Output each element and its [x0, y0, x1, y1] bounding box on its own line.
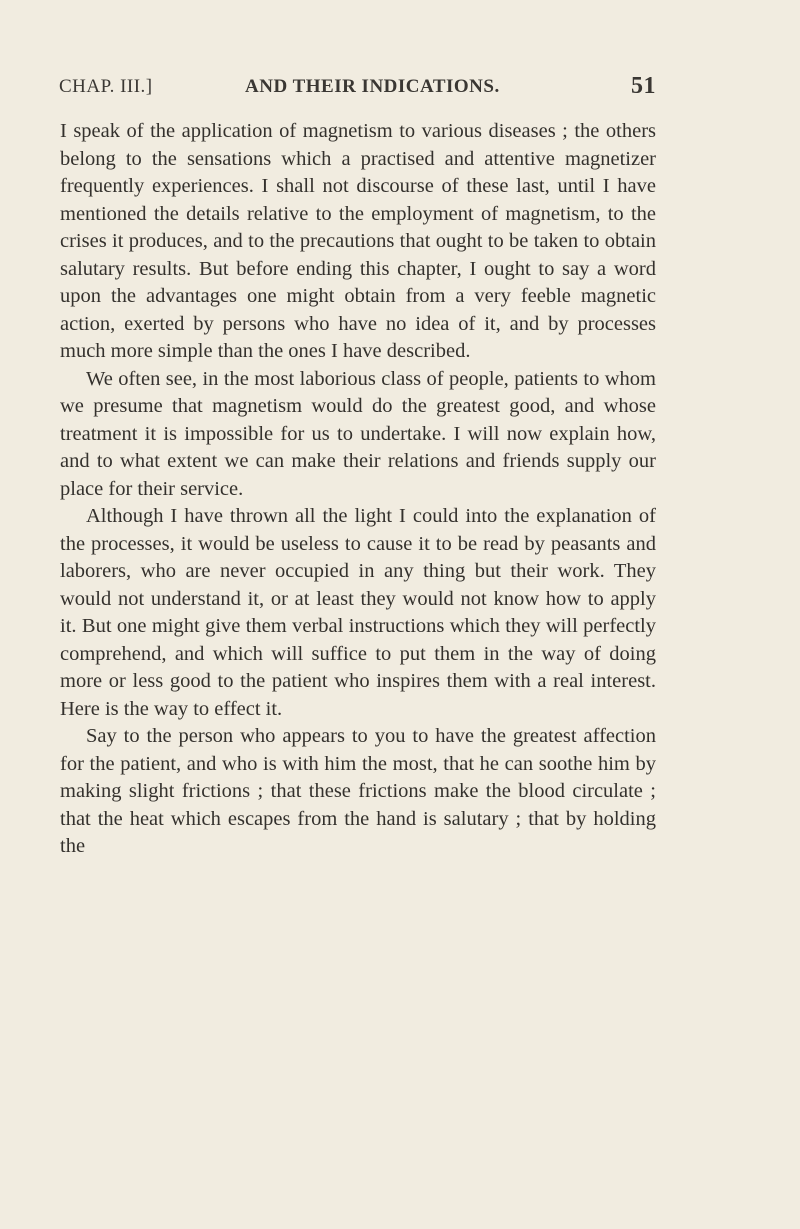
paragraph-2: We often see, in the most laborious class of people, patients to whom we presume that magnetism would do the greatest good, and whose treatment it is impossible for us to undertake. I will now explain how, and to what extent we can make their relations and friends supply our place for their service. — [60, 367, 656, 500]
running-title: AND THEIR INDICATIONS. — [245, 76, 500, 97]
paragraph-3: Although I have thrown all the light I could into the explanation of the processes, it would be useless to cause it to be read by peasants and laborers, who are never occupied in any thing but their work. They would not understand it, or at least they would not know how to apply it. But one might give them verbal instructions which they will perfectly comprehend, and which will suffice to put them in the way of doing more or less good to the patient who inspires them with a real interest. Here is the way to effect it. — [60, 505, 656, 720]
page-number: 51 — [631, 73, 656, 99]
paragraph-1: I speak of the application of magnetism to various diseases ; the others belong to the sensations which a practised and attentive magnetizer frequently experiences. I shall not discourse of these last, until I have mentioned the details relative to the employment of magnetism, to the crises it produces, and to the precautions that ought to be taken to obtain salutary results. But before ending this chapter, I ought to say a word upon the advantages one might obtain from a very feeble magnetic action, exerted by persons who have no idea of it, and by processes much more simple than the ones I have described. — [60, 120, 656, 362]
chapter-label: CHAP. III.] — [59, 76, 153, 97]
body-text — [60, 118, 656, 861]
paragraph-4: Say to the person who appears to you to have the greatest affection for the patient, and who is with him the most, that he can soothe him by making slight frictions ; that these frictions make the blood circulate ; that the heat which escapes from the hand is salutary ; that by holding the — [60, 725, 656, 857]
running-head — [59, 73, 656, 102]
